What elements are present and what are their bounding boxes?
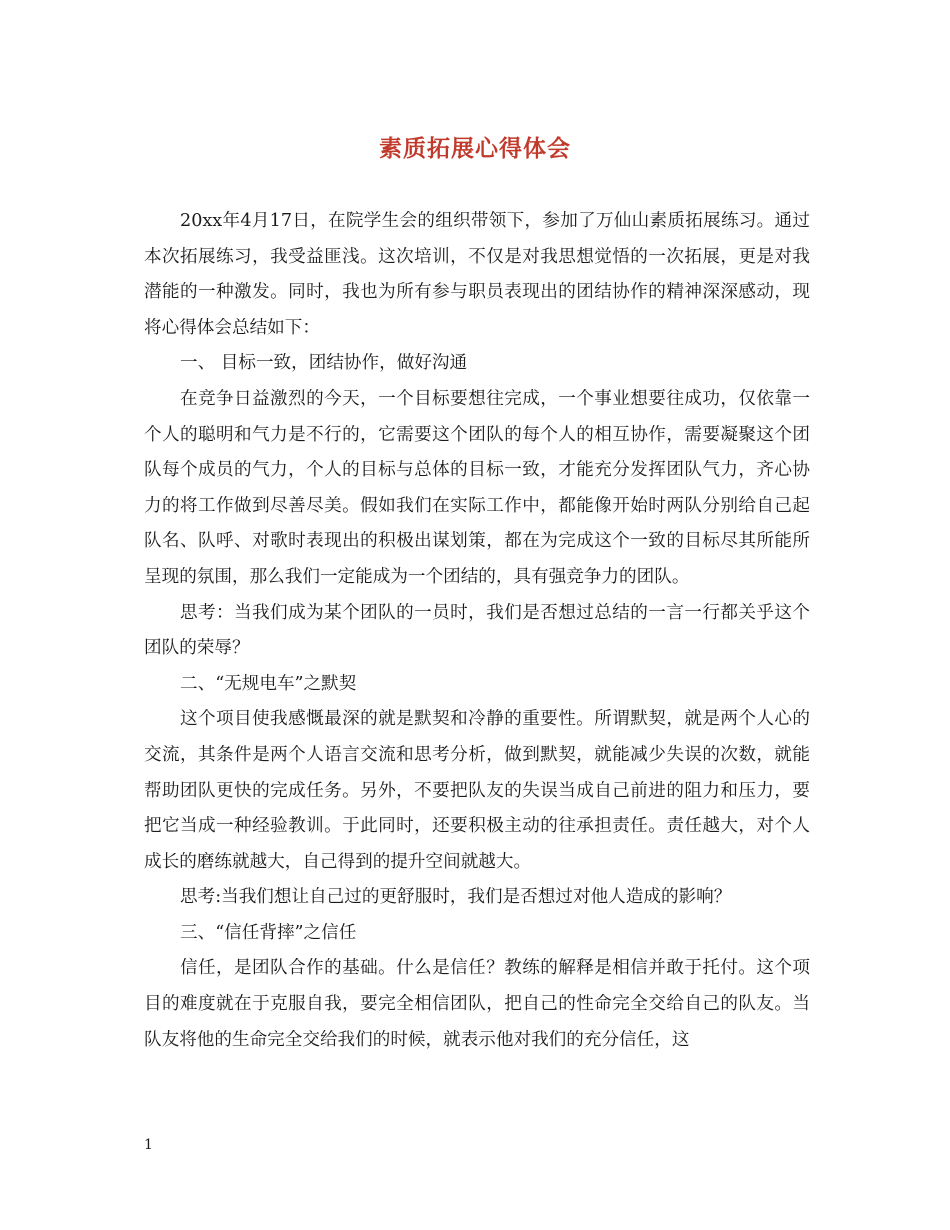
paragraph-intro: 20xx年4月17日，在院学生会的组织带领下，参加了万仙山素质拓展练习。通过本次拓展练习，我受益匪浅。这次培训，不仅是对我思想觉悟的一次拓展，更是对我潜能的一种激发。同时，我也为所有参与职员表现出的团结协作的精神深深感动，现将心得体会总结如下： bbox=[144, 211, 810, 338]
section-heading-1: 一、 目标一致，团结协作，做好沟通 bbox=[180, 353, 468, 374]
paragraph-reflection-2: 思考:当我们想让自己过的更舒服时，我们是否想过对他人造成的影响？ bbox=[180, 887, 732, 908]
paragraph-section-3: 信任，是团队合作的基础。什么是信任？教练的解释是相信并敢于托付。这个项目的难度就在于克服自我，要完全相信团队，把自己的性命完全交给自己的队友。当队友将他的生命完全交给我们的时候，就表示他对我们的充分信任，这 bbox=[144, 958, 810, 1050]
paragraph-section-2: 这个项目使我感慨最深的就是默契和冷静的重要性。所谓默契，就是两个人心的交流，其条件是两个人语言交流和思考分析，做到默契，就能减少失误的次数，就能帮助团队更快的完成任务。另外，不要把队友的失误当成自己前进的阻力和压力，要把它当成一种经验教训。于此同时，还要积极主动的往承担责任。责任越大，对个人成长的磨练就越大，自己得到的提升空间就越大。 bbox=[144, 709, 810, 872]
page-number: 1 bbox=[144, 1137, 153, 1153]
paragraph-reflection-1: 思考：当我们成为某个团队的一员时，我们是否想过总结的一言一行都关乎这个团队的荣辱？ bbox=[144, 602, 810, 659]
document-body bbox=[144, 204, 810, 1058]
section-heading-2: 二、“无规电车”之默契 bbox=[180, 673, 357, 694]
section-heading-3: 三、“信任背摔”之信任 bbox=[180, 922, 357, 943]
paragraph-section-1: 在竞争日益激烈的今天，一个目标要想往完成，一个事业想要往成功，仅依靠一个人的聪明和气力是不行的，它需要这个团队的每个人的相互协作，需要凝聚这个团队每个成员的气力，个人的目标与总体的目标一致，才能充分发挥团队气力，齐心协力的将工作做到尽善尽美。假如我们在实际工作中，都能像开始时两队分别给自己起队名、队呼、对歌时表现出的积极出谋划策，都在为完成这个一致的目标尽其所能所呈现的氛围，那么我们一定能成为一个团结的，具有强竞争力的团队。 bbox=[144, 388, 810, 587]
document-title: 素质拓展心得体会 bbox=[379, 135, 571, 162]
